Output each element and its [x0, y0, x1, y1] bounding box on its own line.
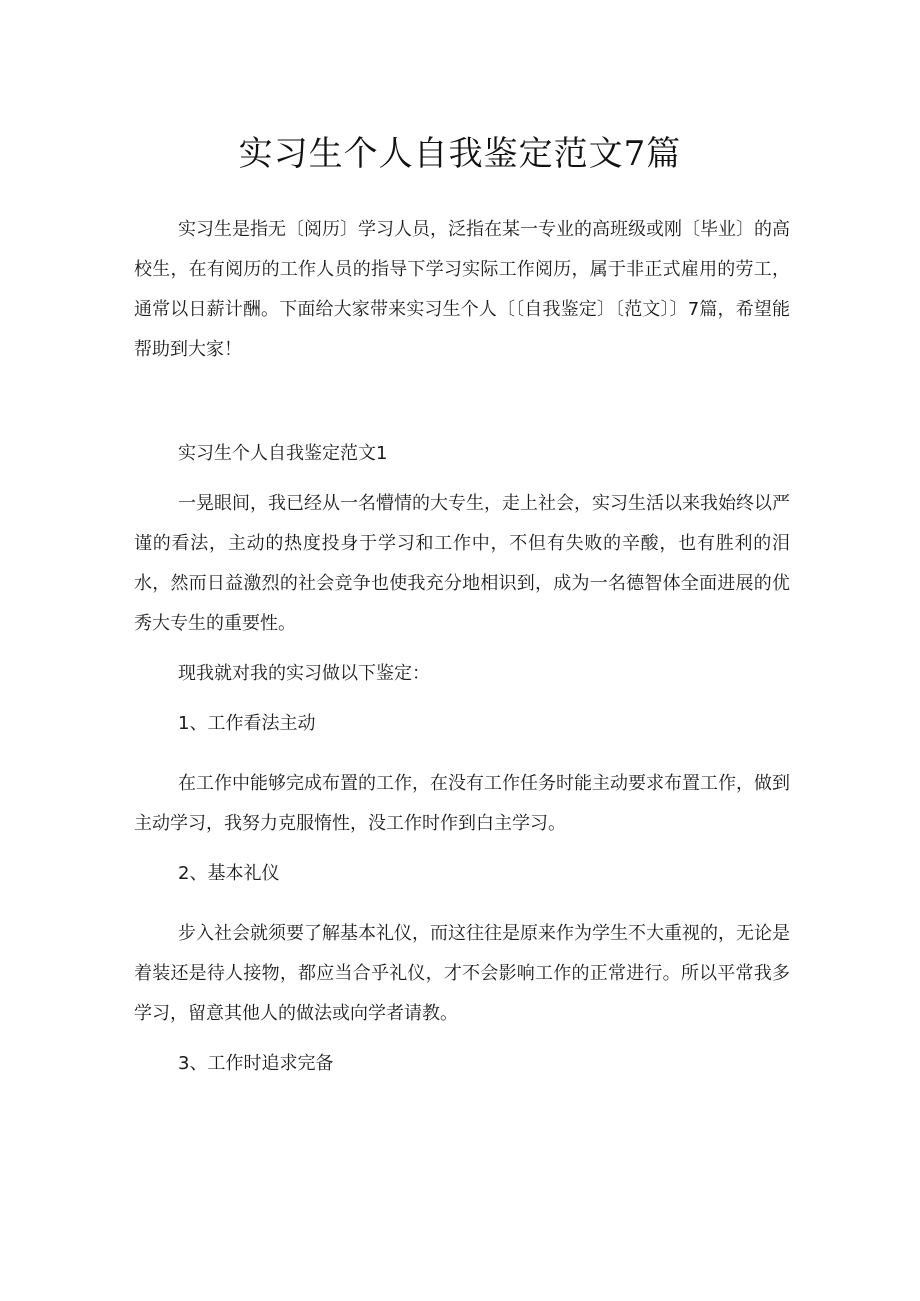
numbered-heading: 3、工作时追求完备	[178, 1053, 334, 1074]
document-body	[134, 210, 790, 1084]
numbered-heading: 2、基本礼仪	[178, 863, 280, 884]
body-paragraph: 在工作中能够完成布置的工作，在没有工作任务时能主动要求布置工作，做到主动学习，我努力克服惰性，没工作时作到白主学习。	[134, 773, 790, 834]
section-heading: 实习生个人自我鉴定范文1	[178, 443, 388, 464]
body-paragraph: 一晃眼间，我已经从一名懵情的大专生，走上社会，实习生活以来我始终以严谨的看法，主动的热度投身于学习和工作中，不但有失败的辛酸，也有胜利的泪水，然而日益激烈的社会竞争也使我充分地相识到，成为一名德智体全面进展的优秀大专生的重要性。	[134, 493, 790, 634]
body-paragraph: 现我就对我的实习做以下鉴定：	[178, 663, 430, 684]
numbered-heading: 1、工作看法主动	[178, 713, 316, 734]
body-paragraph: 步入社会就须要了解基本礼仪，而这往往是原来作为学生不大重视的，无论是着装还是待人接物，都应当合乎礼仪，才不会影响工作的正常进行。所以平常我多学习，留意其他人的做法或向学者请教。	[134, 923, 790, 1024]
document-title: 实习生个人自我鉴定范文7篇	[238, 134, 682, 174]
intro-paragraph: 实习生是指无〔阅历〕学习人员，泛指在某一专业的高班级或刚〔毕业〕的高校生，在有阅历的工作人员的指导下学习实际工作阅历，属于非正式雇用的劳工，通常以日薪计酬。下面给大家带来实习生个人〔〔自我鉴定〕〔范文〕〕7篇，希望能帮助到大家！	[134, 219, 790, 360]
